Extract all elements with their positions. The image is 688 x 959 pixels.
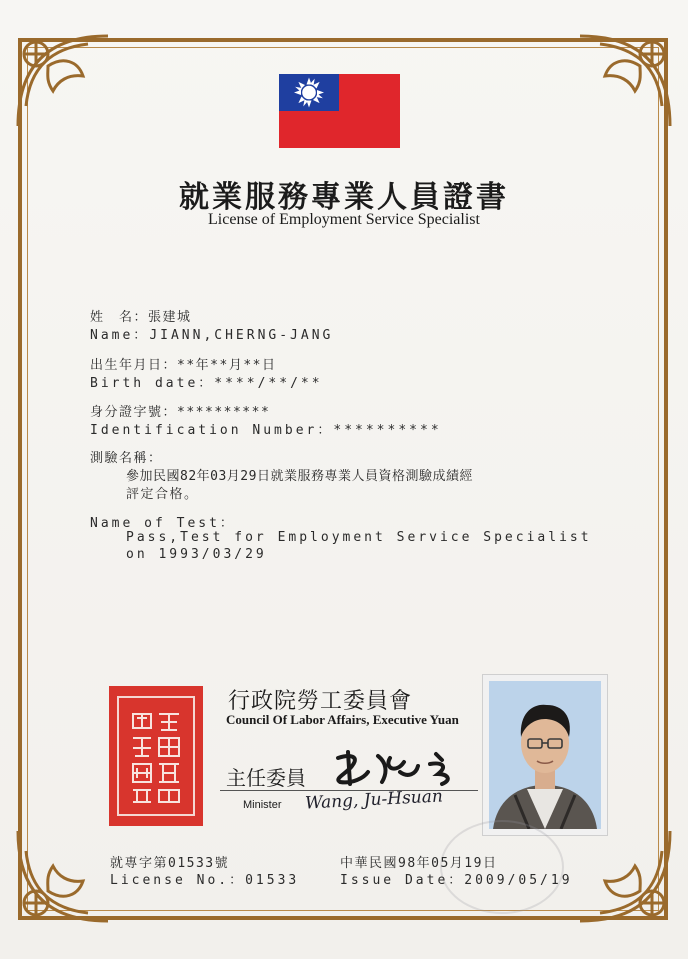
corner-ornament-icon bbox=[570, 26, 680, 136]
id-value-zh: ********** bbox=[177, 405, 271, 420]
corner-ornament-icon bbox=[570, 821, 680, 931]
test-label-zh: 測驗名稱： bbox=[90, 451, 163, 466]
id-value-en: ********** bbox=[333, 423, 442, 438]
name-row-en bbox=[90, 324, 333, 343]
minister-title-zh: 主任委員 bbox=[226, 766, 306, 790]
seal-pattern-icon bbox=[127, 706, 185, 806]
minister-title-en: Minister bbox=[243, 799, 282, 811]
issuer-org-en: Council Of Labor Affairs, Executive Yuan bbox=[226, 712, 459, 727]
birth-label-zh: 出生年月日： bbox=[90, 358, 178, 373]
test-line1-en: Pass,Test for Employment Service Specialist bbox=[126, 530, 592, 545]
birth-label-en: Birth date： bbox=[90, 376, 215, 391]
id-label-en: Identification Number： bbox=[90, 423, 334, 438]
issue-date-zh: 中華民國98年05月19日 bbox=[340, 856, 498, 871]
id-label-zh: 身分證字號： bbox=[90, 405, 178, 420]
license-no-en: License No.：01533 bbox=[110, 873, 300, 888]
test-label-en: Name of Test： bbox=[90, 516, 236, 531]
test-line2-zh: 評定合格。 bbox=[126, 487, 199, 502]
name-row-zh bbox=[90, 306, 192, 325]
chinese-signature-icon bbox=[330, 748, 470, 788]
corner-ornament-icon bbox=[8, 821, 118, 931]
name-value-zh: 張建城 bbox=[148, 310, 192, 325]
birth-value-en: ****/**/** bbox=[214, 376, 323, 391]
portrait-icon bbox=[489, 681, 601, 829]
english-signature: Wang, Ju-Hsuan bbox=[304, 786, 444, 814]
issue-date-en: Issue Date：2009/05/19 bbox=[340, 873, 573, 888]
birth-row-en bbox=[90, 372, 323, 391]
name-label-zh: 姓 名： bbox=[90, 310, 149, 325]
test-line1-zh: 參加民國82年03月29日就業服務專業人員資格測驗成績經 bbox=[126, 469, 473, 484]
test-line2-en: on 1993/03/29 bbox=[126, 547, 267, 562]
license-no-zh: 就專字第01533號 bbox=[110, 856, 230, 871]
title-chinese: 就業服務專業人員證書 bbox=[179, 180, 509, 215]
seal-border bbox=[117, 696, 195, 816]
name-label-en: Name： bbox=[90, 328, 150, 343]
birth-row-zh bbox=[90, 354, 276, 373]
title-english: License of Employment Service Specialist bbox=[208, 211, 480, 228]
id-row-zh bbox=[90, 401, 270, 420]
issuer-org-zh: 行政院勞工委員會 bbox=[228, 689, 413, 714]
name-value-en: JIANN,CHERNG-JANG bbox=[149, 328, 334, 343]
flag-icon bbox=[279, 74, 400, 148]
corner-ornament-icon bbox=[8, 26, 118, 136]
birth-value-zh: **年**月**日 bbox=[177, 358, 277, 373]
official-seal bbox=[109, 686, 203, 826]
id-row-en bbox=[90, 419, 442, 438]
holder-photo bbox=[482, 674, 608, 836]
